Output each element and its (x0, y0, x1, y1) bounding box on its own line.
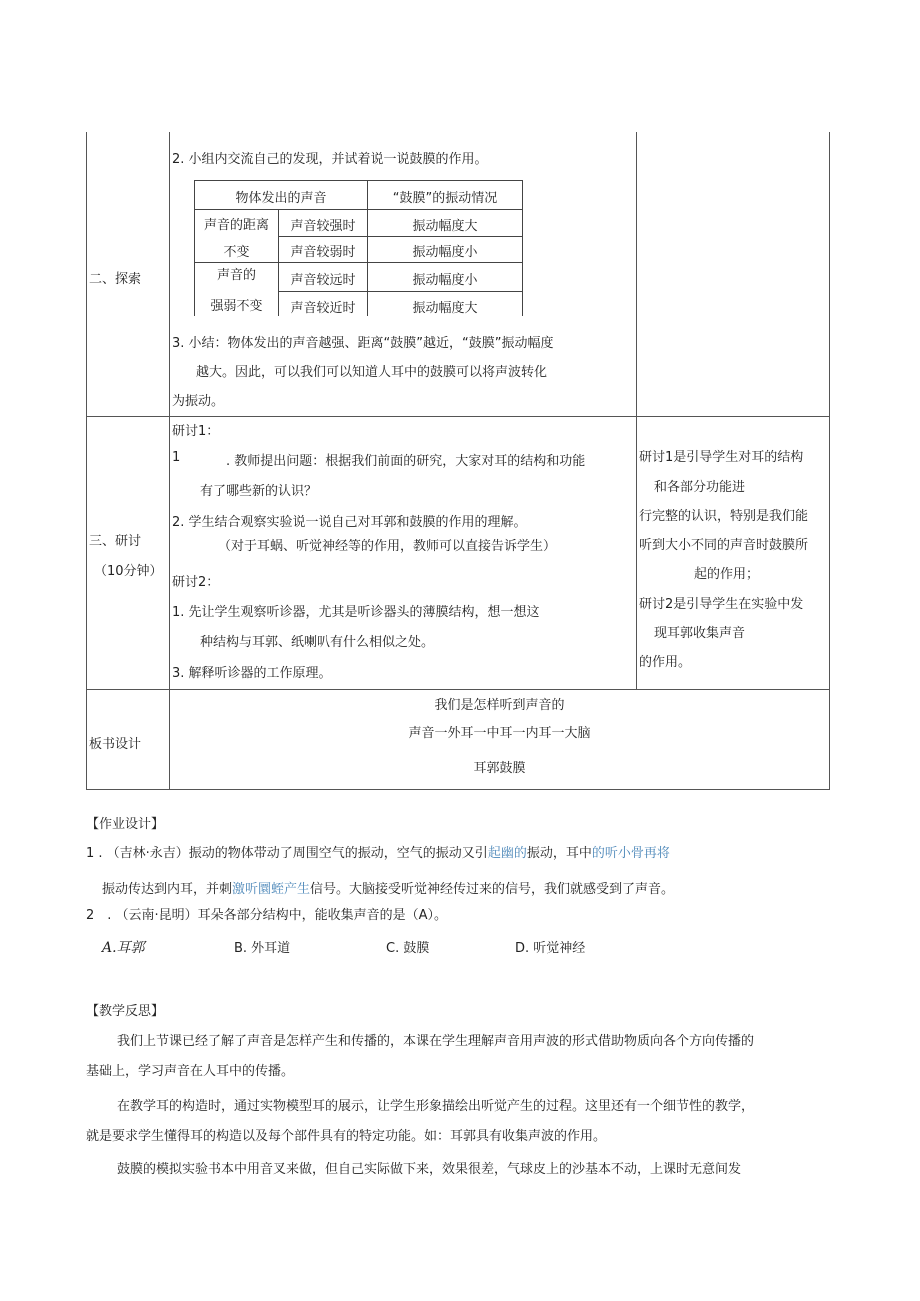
table-row-result: 振动幅度小 (412, 273, 478, 288)
homework-q2-option-b: B. 外耳道 (234, 941, 291, 956)
board-flow: 声音一外耳一中耳一内耳一大脑 (408, 726, 591, 741)
inner-table-header-vibration: “鼓膜”的振动情况 (392, 191, 498, 206)
table-row-result: 振动幅度小 (412, 245, 478, 260)
discuss-note-line3: 行完整的认识，特别是我们能 (639, 509, 809, 524)
homework-q1-answer-2: 的听小骨再将 (591, 846, 670, 861)
table-row-condition: 声音较强时 (290, 219, 356, 234)
homework-q1-line1 (86, 842, 670, 861)
group2-label-a: 声音的 (216, 268, 256, 283)
discuss-note-line1: 研讨1是引导学生对耳的结构 (639, 450, 804, 465)
discuss-note-line5: 起的作用； (694, 567, 760, 582)
explore-summary-line2: 越大。因此，可以我们可以知道人耳中的鼓膜可以将声波转化 (196, 365, 548, 380)
reflection-heading: 【教学反思】 (86, 1004, 165, 1019)
reflection-p3-line1: 鼓膜的模拟实验书本中用音叉来做，但自己实际做下来，效果很差，气球皮上的沙基本不动，上课时无意间发 (117, 1162, 742, 1177)
discuss-r1-title: 研讨1： (172, 424, 220, 439)
reflection-p2-line1: 在教学耳的构造时，通过实物模型耳的展示，让学生形象描绘出听觉产生的过程。这里还有一个细节性的教学， (117, 1099, 755, 1114)
discuss-note-line8: 的作用。 (639, 655, 692, 670)
explore-summary-line1: 3. 小结：物体发出的声音越强、距离“鼓膜”越近，“鼓膜”振动幅度 (172, 336, 554, 351)
homework-q1-text-e: 振动传达到内耳，并刺 (102, 882, 233, 897)
homework-q1-line2 (102, 878, 674, 897)
discuss-note-line2: 和各部分功能进 (654, 480, 746, 495)
discuss-r1-line1: . 教师提出问题：根据我们前面的研究，大家对耳的结构和功能 (226, 454, 586, 469)
table-row-result: 振动幅度大 (412, 219, 478, 234)
discuss-r2-line2: 种结构与耳郭、纸喇叭有什么相似之处。 (200, 635, 435, 650)
discuss-r2-line3: 3. 解释听诊器的工作原理。 (172, 666, 332, 681)
table-row-result: 振动幅度大 (412, 301, 478, 316)
homework-q1-num: 1 (86, 846, 95, 861)
table-row-divider-2 (86, 689, 830, 690)
group2-label-b: 强弱不变 (210, 299, 263, 314)
table-col-divider-2 (636, 132, 637, 689)
board-title: 我们是怎样听到声音的 (434, 698, 565, 713)
discuss-note-line4: 听到大小不同的声音时鼓膜所 (639, 538, 809, 553)
board-parts: 耳郭鼓膜 (473, 761, 526, 776)
homework-q2-option-d: D. 听觉神经 (515, 941, 586, 956)
table-bottom-border (86, 789, 830, 790)
homework-q2-option-a: A.耳郭 (102, 940, 145, 956)
homework-q2: 2 . （云南·昆明）耳朵各部分结构中，能收集声音的是（A）。 (86, 908, 448, 923)
discuss-note-line7: 现耳郭收集声音 (654, 626, 746, 641)
homework-q1-text-c: 振动，耳中 (526, 846, 592, 861)
table-right-border (829, 132, 830, 790)
explore-label: 二、探索 (89, 272, 142, 287)
homework-q1-text-g: 信号。大脑接受听觉神经传过来的信号，我们就感受到了声音。 (310, 882, 675, 897)
reflection-p2-line2: 就是要求学生懂得耳的构造以及每个部件具有的特定功能。如：耳郭具有收集声波的作用。 (86, 1129, 607, 1144)
homework-q2-option-c: C. 鼓膜 (386, 941, 430, 956)
table-left-border (86, 132, 87, 790)
homework-q1-answer-3: 激听圜蛭产生 (232, 882, 311, 897)
discuss-r2-title: 研讨2： (172, 575, 220, 590)
discuss-r1-num: 1 (172, 450, 181, 465)
inner-table-header-sound: 物体发出的声音 (235, 191, 327, 206)
group1-label-a: 声音的距离 (203, 218, 269, 233)
table-row-condition: 声音较弱时 (290, 245, 356, 260)
table-row-condition: 声音较远时 (290, 273, 356, 288)
reflection-p1-line2: 基础上，学习声音在人耳中的传播。 (86, 1064, 295, 1079)
discuss-r1-line2: 有了哪些新的认识？ (200, 484, 318, 499)
group1-label-b: 不变 (223, 245, 250, 260)
discuss-r1-line3: 2. 学生结合观察实验说一说自己对耳郭和鼓膜的作用的理解。 (172, 515, 527, 530)
table-col-divider-1 (169, 132, 170, 790)
reflection-p1-line1: 我们上节课已经了解了声音是怎样产生和传播的，本课在学生理解声音用声波的形式借助物质向各个方向传播的 (117, 1034, 755, 1049)
table-row-condition: 声音较近时 (290, 301, 356, 316)
explore-step2: 2. 小组内交流自己的发现，并试着说一说鼓膜的作用。 (172, 152, 488, 167)
homework-q1-answer-1: 起幽的 (487, 846, 527, 861)
explore-summary-line3: 为振动。 (172, 394, 225, 409)
discuss-note-line6: 研讨2是引导学生在实验中发 (639, 597, 804, 612)
discuss-r1-line4: （对于耳蜗、听觉神经等的作用，教师可以直接告诉学生） (218, 539, 557, 554)
discuss-duration: （10分钟） (94, 564, 163, 579)
table-row-divider-1 (86, 416, 830, 417)
discuss-r2-line1: 1. 先让学生观察听诊器，尤其是听诊器头的薄膜结构，想一想这 (172, 605, 540, 620)
discuss-label: 三、研讨 (89, 534, 142, 549)
homework-q1-text-a: . （吉林·永吉）振动的物体带动了周围空气的振动，空气的振动又引 (94, 846, 488, 861)
board-label: 板书设计 (89, 737, 142, 752)
homework-heading: 【作业设计】 (86, 817, 165, 832)
